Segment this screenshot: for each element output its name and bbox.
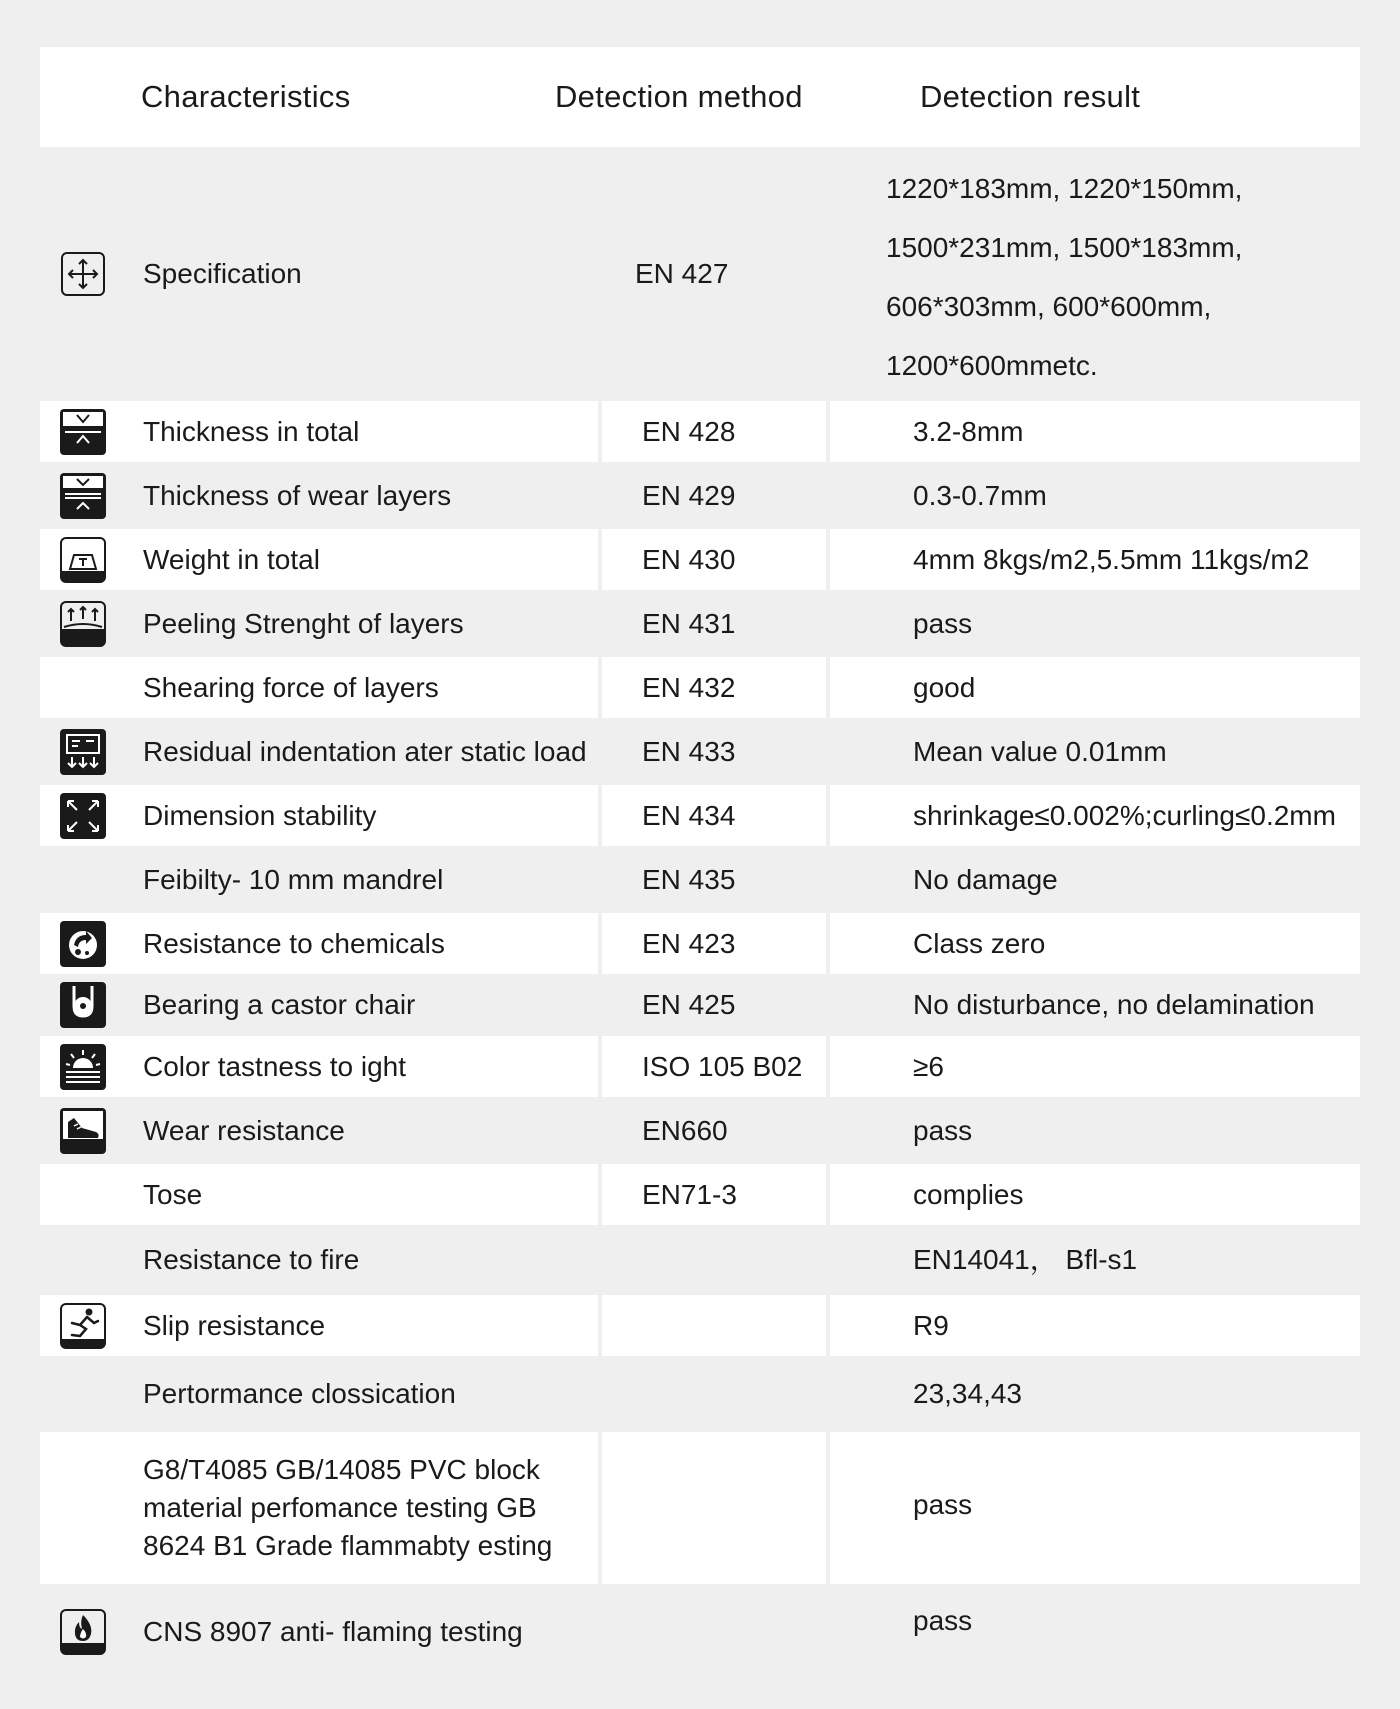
result-cell (830, 465, 1360, 526)
method-cell (602, 1432, 826, 1584)
chemicals-icon (60, 921, 106, 967)
table-row (40, 1228, 1360, 1292)
result-value: pass (913, 1488, 973, 1520)
header-characteristics: Characteristics (141, 79, 351, 114)
result-value: pass (913, 1114, 973, 1146)
table-row (40, 1164, 1360, 1225)
table-row (40, 977, 1360, 1033)
table-row (40, 1359, 1360, 1429)
method-cell (602, 1228, 826, 1292)
header-detection-result: Detection result (920, 79, 1141, 114)
table-row (40, 1036, 1360, 1097)
result-value: No disturbance, no delamination (913, 988, 1315, 1020)
result-cell (830, 1359, 1360, 1429)
characteristic-cell (40, 977, 598, 1033)
method-cell (602, 977, 826, 1033)
result-value: complies (913, 1178, 1024, 1210)
characteristic-label: Bearing a castor chair (143, 988, 416, 1020)
method-cell (602, 913, 826, 974)
characteristic-label: Peeling Strenght of layers (143, 607, 464, 639)
table-row (40, 913, 1360, 974)
result-value: good (913, 671, 976, 703)
method-cell (602, 147, 826, 401)
method-cell (602, 657, 826, 718)
method-cell (602, 1164, 826, 1225)
method-value: EN 433 (642, 735, 736, 767)
result-line: 1220*183mm, 1220*150mm, (886, 173, 1243, 204)
dimension-arrows-icon (60, 793, 106, 839)
characteristic-label: CNS 8907 anti- flaming testing (143, 1615, 523, 1647)
characteristic-label: Specification (143, 257, 302, 289)
characteristic-cell (40, 1100, 598, 1161)
result-value: pass (913, 1604, 973, 1636)
characteristic-label: Feibilty- 10 mm mandrel (143, 863, 444, 895)
characteristic-cell (40, 1295, 598, 1356)
castor-wheel-icon (60, 982, 106, 1028)
characteristic-label: Slip resistance (143, 1309, 326, 1341)
characteristic-label: Dimension stability (143, 799, 377, 831)
method-cell (602, 849, 826, 910)
result-value: 0.3-0.7mm (913, 479, 1047, 511)
result-cell (830, 1164, 1360, 1225)
characteristic-cell (40, 849, 598, 910)
table-row (40, 465, 1360, 526)
result-cell (830, 1036, 1360, 1097)
method-value: EN 423 (642, 927, 736, 959)
result-value: ≥6 (913, 1050, 944, 1082)
slip-icon (60, 1303, 106, 1349)
characteristic-cell (40, 785, 598, 846)
characteristic-label: Thickness in total (143, 415, 360, 447)
method-cell (602, 1100, 826, 1161)
characteristic-label: Weight in total (143, 543, 320, 575)
result-line: 1500*231mm, 1500*183mm, (886, 232, 1243, 263)
method-cell (602, 1359, 826, 1429)
method-value: EN 434 (642, 799, 736, 831)
characteristic-cell (40, 465, 598, 526)
method-value: EN 425 (642, 988, 736, 1020)
method-value: EN 431 (642, 607, 736, 639)
result-value: 4mm 8kgs/m2,5.5mm 11kgs/m2 (913, 543, 1310, 575)
result-cell (830, 1228, 1360, 1292)
characteristic-cell (40, 593, 598, 654)
sun-icon (60, 1044, 106, 1090)
method-value: EN660 (642, 1114, 728, 1146)
result-value: 3.2-8mm (913, 415, 1024, 447)
method-cell (602, 1036, 826, 1097)
characteristic-label: G8/T4085 GB/14085 PVC block material perfomance testing GB 8624 B1 Grade flammabty esting (143, 1454, 553, 1561)
table-row (40, 529, 1360, 590)
method-cell (602, 529, 826, 590)
result-value: R9 (913, 1309, 949, 1341)
method-value: EN71-3 (642, 1178, 737, 1210)
result-value: EN14041， Bfl-s1 (913, 1243, 1138, 1275)
characteristic-cell (40, 721, 598, 782)
method-cell (602, 1295, 826, 1356)
method-value: EN 429 (642, 479, 736, 511)
result-cell (830, 593, 1360, 654)
result-cell (830, 785, 1360, 846)
characteristic-cell (40, 401, 598, 462)
table-row (40, 721, 1360, 782)
table-row (40, 1100, 1360, 1161)
flame-icon (60, 1609, 106, 1655)
characteristic-cell (40, 1164, 598, 1225)
method-cell (602, 593, 826, 654)
result-cell (830, 1295, 1360, 1356)
method-cell (602, 465, 826, 526)
result-value: pass (913, 607, 973, 639)
characteristic-cell (40, 1432, 598, 1584)
table-row (40, 1295, 1360, 1356)
characteristic-label: Resistance to fire (143, 1243, 360, 1275)
static-load-icon (60, 729, 106, 775)
result-cell (830, 401, 1360, 462)
result-cell (830, 977, 1360, 1033)
characteristic-label: Wear resistance (143, 1114, 345, 1146)
method-cell (602, 721, 826, 782)
table-row (40, 785, 1360, 846)
shoe-icon (60, 1108, 106, 1154)
characteristic-label: Color tastness to ight (143, 1050, 407, 1082)
characteristic-cell (40, 913, 598, 974)
weight-icon (60, 537, 106, 583)
result-value: Mean value 0.01mm (913, 735, 1167, 767)
characteristic-label: Pertormance clossication (143, 1377, 456, 1409)
wear-layer-thickness-icon (60, 473, 106, 519)
table-row (40, 1432, 1360, 1584)
thickness-icon (60, 409, 106, 455)
method-cell (602, 1587, 826, 1677)
characteristic-cell (40, 1587, 598, 1677)
table-row (40, 1587, 1360, 1677)
result-cell (830, 1432, 1360, 1584)
method-value: EN 430 (642, 543, 736, 575)
characteristic-cell (40, 657, 598, 718)
result-cell (830, 1587, 1360, 1677)
characteristic-cell (40, 529, 598, 590)
method-cell (602, 401, 826, 462)
result-cell (830, 849, 1360, 910)
method-value: EN 435 (642, 863, 736, 895)
result-cell (830, 913, 1360, 974)
characteristic-cell (40, 147, 598, 401)
method-value: ISO 105 B02 (642, 1050, 803, 1082)
result-cell (830, 1100, 1360, 1161)
characteristic-label: Shearing force of layers (143, 671, 439, 703)
method-value: EN 427 (635, 257, 729, 289)
method-value: EN 428 (642, 415, 736, 447)
table-header (40, 47, 1360, 147)
result-value: 23,34,43 (913, 1377, 1022, 1409)
result-cell (830, 529, 1360, 590)
specification-results (886, 159, 1242, 395)
characteristic-label: Resistance to chemicals (143, 927, 445, 959)
characteristic-label: Tose (143, 1178, 203, 1210)
table-row (40, 593, 1360, 654)
move-arrows-icon (60, 251, 106, 297)
header-detection-method: Detection method (555, 79, 803, 114)
result-line: 1200*600mmetc. (886, 350, 1098, 381)
method-value: EN 432 (642, 671, 736, 703)
result-value: No damage (913, 863, 1058, 895)
characteristic-cell (40, 1359, 598, 1429)
characteristic-label: Thickness of wear layers (143, 479, 452, 511)
characteristic-cell (40, 1036, 598, 1097)
result-line: 606*303mm, 600*600mm, (886, 291, 1212, 322)
table-row (40, 401, 1360, 462)
table-row (40, 849, 1360, 910)
result-cell (830, 721, 1360, 782)
characteristic-cell (40, 1228, 598, 1292)
method-cell (602, 785, 826, 846)
characteristic-label: Residual indentation ater static load (143, 735, 587, 767)
result-value: shrinkage≤0.002%;curling≤0.2mm (913, 799, 1336, 831)
peeling-icon (60, 601, 106, 647)
result-cell (830, 657, 1360, 718)
result-value: Class zero (913, 927, 1046, 959)
table-row (40, 657, 1360, 718)
